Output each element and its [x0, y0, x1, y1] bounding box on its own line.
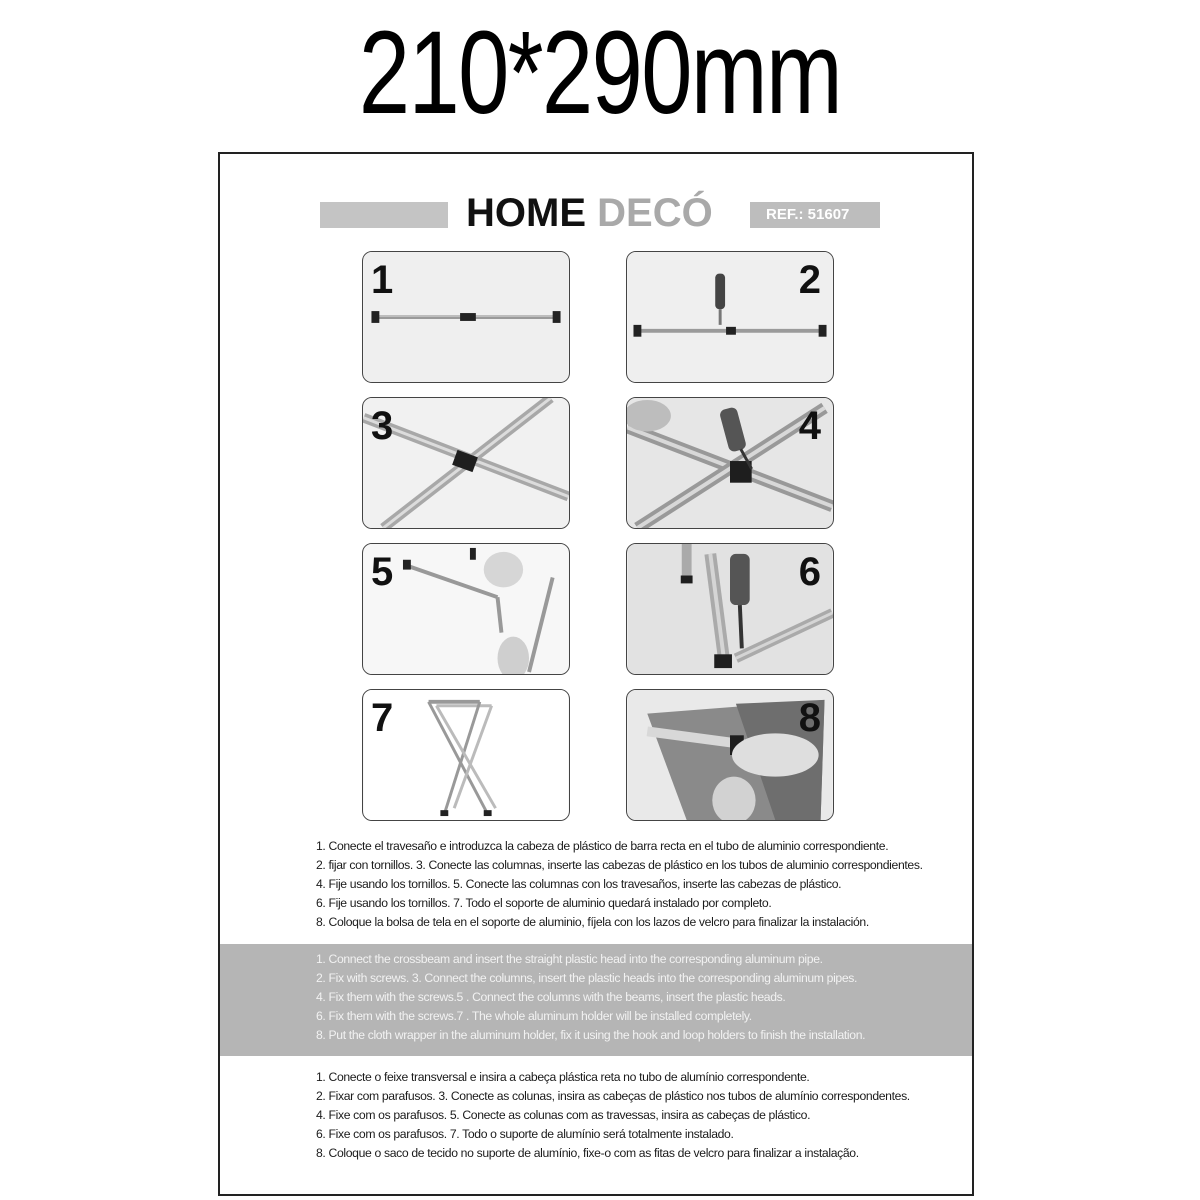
- instruction-line: 4. Fixe com os parafusos. 5. Conecte as colunas com as travessas, insira as cabeças de plástico.: [316, 1108, 811, 1122]
- instruction-line: 2. Fixar com parafusos. 3. Conecte as colunas, insira as cabeças de plástico nos tubos de alumínio correspondentes.: [316, 1089, 910, 1103]
- instruction-line: 1. Conecte el travesaño e introduzca la cabeza de plástico de barra recta en el tubo de aluminio correspondiente.: [316, 839, 889, 853]
- instructions-portuguese: [316, 1068, 936, 1163]
- instruction-line: 8. Put the cloth wrapper in the aluminum holder, fix it using the hook and loop holders to finish the installation.: [316, 1028, 866, 1042]
- step-7-illustration: [363, 690, 569, 820]
- step-panel-8: [626, 689, 834, 821]
- brand-deco: DECÓ: [597, 191, 713, 235]
- instructions-spanish: [316, 837, 936, 932]
- header-band-left: [320, 202, 448, 228]
- step-panel-4: [626, 397, 834, 529]
- instruction-line: 6. Fixe com os parafusos. 7. Todo o suporte de alumínio será totalmente instalado.: [316, 1127, 734, 1141]
- step-number: 4: [798, 404, 821, 448]
- step-panel-1: [362, 251, 570, 383]
- instruction-sheet: [218, 152, 974, 1196]
- instruction-line: 1. Connect the crossbeam and insert the straight plastic head into the corresponding aluminum pipe.: [316, 952, 823, 966]
- instruction-line: 6. Fije usando los tornillos. 7. Todo el soporte de aluminio quedará instalado por completo.: [316, 896, 772, 910]
- step-number: 7: [371, 696, 394, 740]
- step-number: 6: [798, 550, 821, 594]
- instruction-line: 1. Conecte o feixe transversal e insira a cabeça plástica reta no tubo de alumínio correspondente.: [316, 1070, 810, 1084]
- step-number: 3: [371, 404, 394, 448]
- step-number: 2: [798, 258, 821, 302]
- instruction-line: 2. fijar con tornillos. 3. Conecte las columnas, inserte las cabezas de plástico en los tubos de aluminio correspondientes.: [316, 858, 923, 872]
- reference-badge: REF.: 51607: [750, 202, 880, 228]
- step-3-illustration: [363, 398, 569, 528]
- page-size-title: 210*290mm: [358, 7, 842, 139]
- step-panel-6: [626, 543, 834, 675]
- instruction-line: 8. Coloque la bolsa de tela en el soporte de aluminio, fíjela con los lazos de velcro para finalizar la instalación.: [316, 915, 869, 929]
- instructions-english: [316, 950, 936, 1045]
- step-panel-5: [362, 543, 570, 675]
- instruction-line: 4. Fix them with the screws.5 . Connect the columns with the beams, insert the plastic heads.: [316, 990, 786, 1004]
- instruction-line: 2. Fix with screws. 3. Connect the columns, insert the plastic heads into the corresponding aluminum pipes.: [316, 971, 858, 985]
- step-number: 1: [371, 258, 394, 302]
- step-panel-3: [362, 397, 570, 529]
- instruction-line: 8. Coloque o saco de tecido no suporte de alumínio, fixe-o com as fitas de velcro para finalizar a instalação.: [316, 1146, 859, 1160]
- step-panel-2: [626, 251, 834, 383]
- step-1-illustration: [363, 252, 569, 382]
- instruction-line: 6. Fix them with the screws.7 . The whole aluminum holder will be installed completely.: [316, 1009, 752, 1023]
- instruction-line: 4. Fije usando los tornillos. 5. Conecte las columnas con los travesaños, inserte las cabezas de plástico.: [316, 877, 842, 891]
- brand-home: HOME: [466, 191, 586, 235]
- step-panel-7: [362, 689, 570, 821]
- step-number: 5: [371, 550, 394, 594]
- step-5-illustration: [363, 544, 569, 674]
- step-number: 8: [798, 696, 821, 740]
- brand-logo: [466, 188, 713, 238]
